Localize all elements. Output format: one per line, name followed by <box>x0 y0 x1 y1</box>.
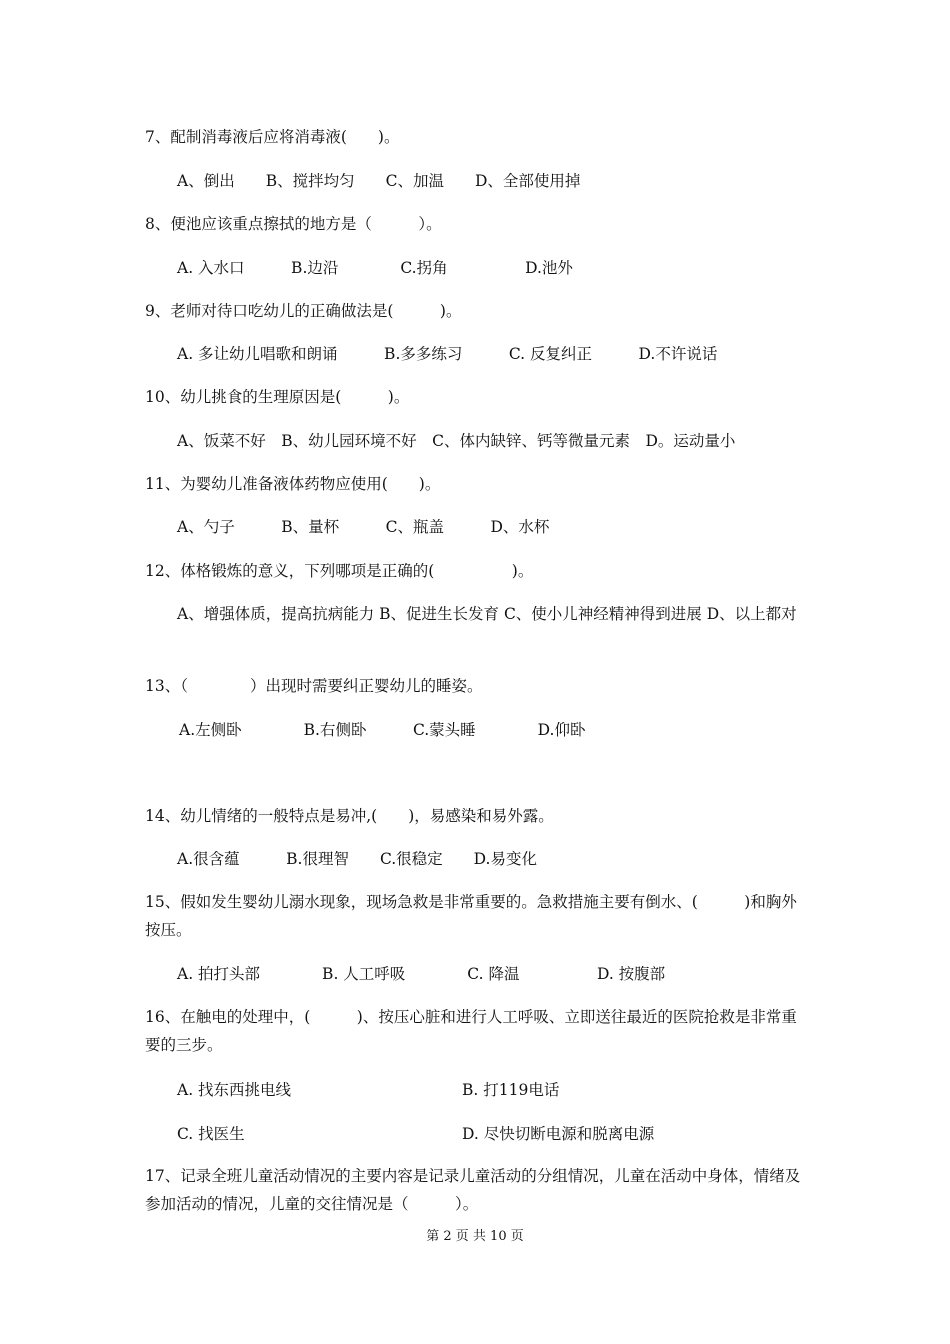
question-16-option-b: B. 打119电话 <box>462 1081 560 1099</box>
question-16-option-c: C. 找医生 <box>177 1125 245 1143</box>
question-11: 11、为婴幼儿准备液体药物应使用( )。 <box>145 475 441 493</box>
question-9: 9、老师对待口吃幼儿的正确做法是( )。 <box>145 302 462 320</box>
question-11-options: A、勺子 B、量杯 C、瓶盖 D、水杯 <box>177 518 550 536</box>
question-13: 13、（ ）出现时需要纠正婴幼儿的睡姿。 <box>145 677 483 695</box>
question-14-options: A.很含蕴 B.很理智 C.很稳定 D.易变化 <box>177 850 537 868</box>
question-10-options: A、饭菜不好 B、幼儿园环境不好 C、体内缺锌、钙等微量元素 D。运动量小 <box>177 432 736 450</box>
question-13-options: A.左侧卧 B.右侧卧 C.蒙头睡 D.仰卧 <box>179 721 586 739</box>
question-10: 10、幼儿挑食的生理原因是( )。 <box>145 388 410 406</box>
question-8-options: A. 入水口 B.边沿 C.拐角 D.池外 <box>177 259 573 277</box>
question-12-options: A、增强体质，提高抗病能力 B、促进生长发育 C、使小儿神经精神得到进展 D、以上都对 <box>177 605 797 623</box>
question-14: 14、幼儿情绪的一般特点是易冲,( )，易感染和易外露。 <box>145 807 554 825</box>
question-17: 17、记录全班儿童活动情况的主要内容是记录儿童活动的分组情况，儿童在活动中身体，情绪及参加活动的情况，儿童的交往情况是（ ）。 <box>145 1167 801 1213</box>
question-9-options: A. 多让幼儿唱歌和朗诵 B.多多练习 C. 反复纠正 D.不许说话 <box>177 345 718 363</box>
question-8: 8、便池应该重点擦拭的地方是（ ）。 <box>145 215 442 233</box>
question-16-option-a: A. 找东西挑电线 <box>177 1081 292 1099</box>
question-16: 16、在触电的处理中，( )、按压心脏和进行人工呼吸、立即送往最近的医院抢救是非常重要的三步。 <box>145 1008 797 1054</box>
question-12: 12、体格锻炼的意义，下列哪项是正确的( )。 <box>145 562 534 580</box>
page-footer: 第 2 页 共 10 页 <box>426 1229 524 1244</box>
question-15-options: A. 拍打头部 B. 人工呼吸 C. 降温 D. 按腹部 <box>177 965 666 983</box>
question-16-option-d: D. 尽快切断电源和脱离电源 <box>462 1125 655 1143</box>
question-7: 7、配制消毒液后应将消毒液( )。 <box>145 128 400 146</box>
question-15: 15、假如发生婴幼儿溺水现象，现场急救是非常重要的。急救措施主要有倒水、( )和胸外按压。 <box>145 893 797 939</box>
question-7-options: A、倒出 B、搅拌均匀 C、加温 D、全部使用掉 <box>177 172 581 190</box>
